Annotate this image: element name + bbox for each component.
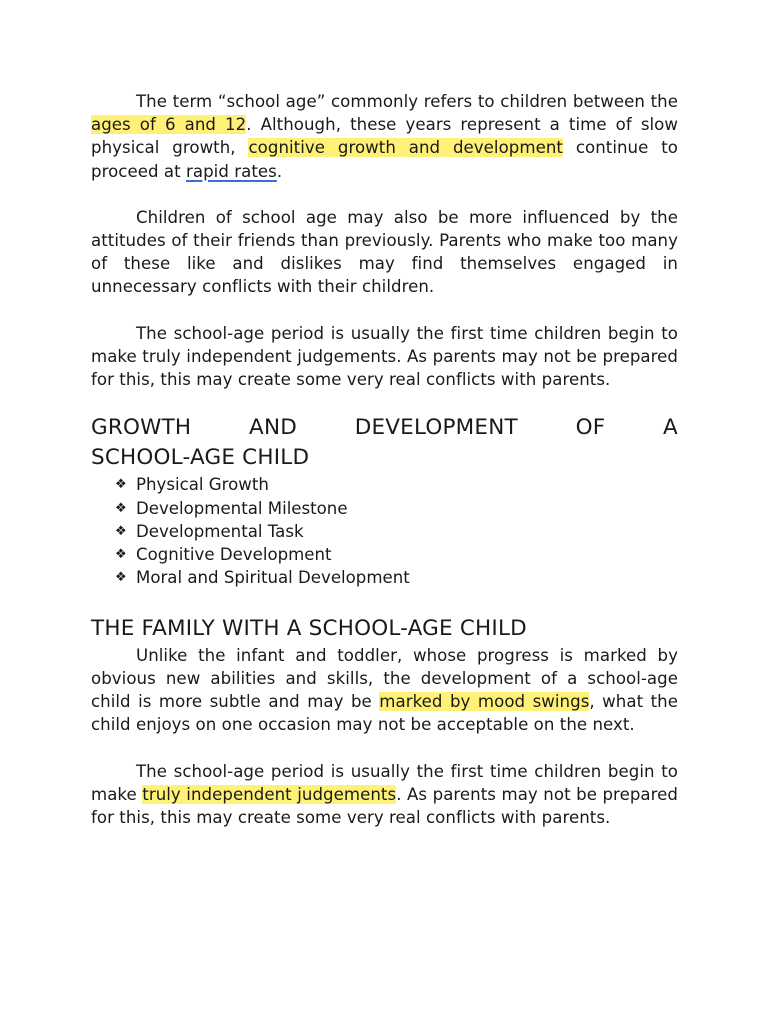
text-span: . (276, 161, 283, 181)
text-span: The school-age period is usually the first time children begin to make (91, 761, 678, 804)
topic-list (91, 473, 678, 589)
heading-word: OF (575, 415, 606, 441)
diamond-bullet-icon: ❖ (115, 523, 127, 539)
list-item-label: Moral and Spiritual Development (136, 568, 410, 588)
paragraph-independent-judgements-2 (91, 760, 678, 830)
highlight-mood-swings: marked by mood swings (379, 692, 590, 712)
list-item-label: Physical Growth (136, 475, 269, 495)
heading-line-2: SCHOOL-AGE CHILD (91, 445, 310, 471)
paragraph-mood-swings (91, 644, 678, 737)
heading-word: AND (249, 415, 297, 441)
text-span: . As parents may not be prepared for this, this may create some very real conflicts with parents. (91, 784, 678, 827)
paragraph-independent-judgements: The school-age period is usually the first time children begin to make truly independent judgements. As parents may not be prepared for this, this may create some very real conflicts with parents. (91, 323, 678, 390)
diamond-bullet-icon: ❖ (115, 477, 127, 493)
list-item (115, 520, 678, 543)
text-span: . Although, these years represent a time of slow physical growth, (91, 115, 678, 158)
text-span: , what the child enjoys on one occasion may not be acceptable on the next. (91, 692, 678, 735)
list-item-label: Developmental Milestone (136, 498, 348, 518)
list-item (115, 473, 678, 496)
document-page (91, 90, 678, 829)
paragraph-friends-influence: Children of school age may also be more influenced by the attitudes of their friends than previously. Parents who make too many of these like and dislikes may find themselves engaged in unnecessary conflicts with their children. (91, 207, 678, 297)
paragraph-school-age-definition (91, 90, 678, 183)
highlight-ages: ages of 6 and 12 (91, 115, 247, 135)
text-span: continue to proceed at (91, 138, 678, 181)
heading-line-1 (91, 413, 678, 443)
text-span: Unlike the infant and toddler, whose progress is marked by obvious new abilities and skills, the development of a school-age child is more subtle and may be (91, 645, 678, 712)
underline-rapid-rates: rapid rates (186, 161, 277, 181)
list-item-label: Cognitive Development (136, 545, 332, 565)
list-item (115, 497, 678, 520)
heading-family-school-age: THE FAMILY WITH A SCHOOL-AGE CHILD (91, 615, 527, 641)
heading-word: DEVELOPMENT (354, 415, 518, 441)
list-item (115, 543, 678, 566)
diamond-bullet-icon: ❖ (115, 500, 127, 516)
highlight-cognitive-growth: cognitive growth and development (248, 138, 563, 158)
heading-growth-development (91, 413, 678, 473)
highlight-independent-judgements: truly independent judgements (142, 784, 397, 804)
diamond-bullet-icon: ❖ (115, 547, 127, 563)
text-span: The term “school age” commonly refers to children between the (136, 92, 678, 111)
list-item-label: Developmental Task (136, 521, 304, 541)
heading-word: A (663, 415, 678, 441)
diamond-bullet-icon: ❖ (115, 570, 127, 586)
list-item (115, 566, 678, 589)
heading-word: GROWTH (91, 415, 192, 441)
